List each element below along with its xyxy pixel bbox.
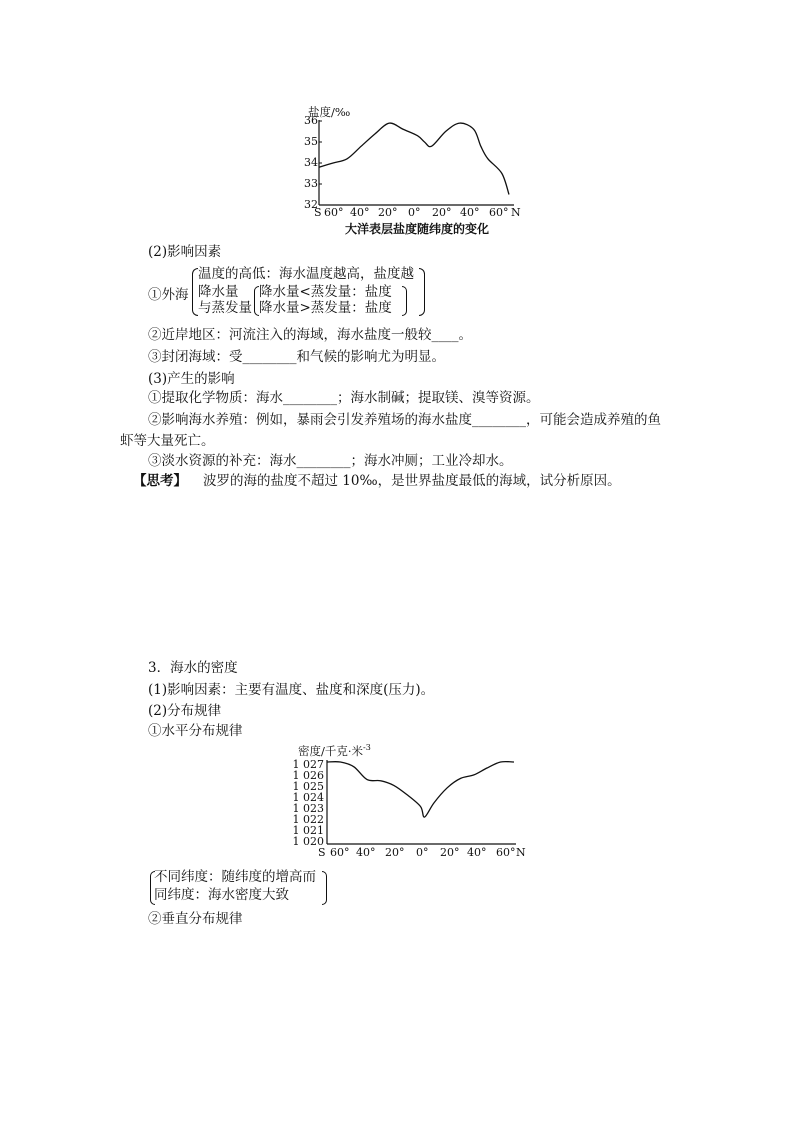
density-xtick: 60° — [496, 846, 516, 859]
density-xtick: 60° — [330, 846, 350, 859]
density-xtick: 40° — [356, 846, 376, 859]
think-tag: 【思考】 — [133, 473, 187, 489]
density-ytick: 1 020 — [292, 835, 324, 848]
salinity-ytick: 35 — [304, 135, 318, 148]
density-ytick: 1 023 — [292, 802, 324, 815]
density-xtick: 20° — [385, 846, 405, 859]
density-factors: (1)影响因素：主要有温度、盐度和深度(压力)。 — [148, 682, 435, 698]
density-distribution: (2)分布规律 — [148, 703, 222, 719]
density-ylabel: 密度/千克·米$^{-3}$ — [298, 743, 371, 758]
salinity-xtick: S — [314, 206, 322, 219]
evap-label: 与蒸发量 — [198, 300, 252, 316]
density-xtick: N — [516, 846, 526, 859]
effects-item-3: ③淡水资源的补充：海水________；海水冲厕；工业冷却水。 — [148, 453, 513, 469]
precip-case-more: 降水量>蒸发量：盐度 — [259, 300, 392, 316]
density-xtick: 0° — [416, 846, 429, 859]
salinity-ytick: 34 — [304, 156, 318, 169]
density-xtick: 40° — [467, 846, 487, 859]
salinity-xtick: N — [511, 206, 521, 219]
density-ytick: 1 025 — [292, 780, 324, 793]
effects-heading: (3)产生的影响 — [148, 371, 235, 387]
salinity-xtick: 20° — [378, 206, 398, 219]
density-heading: 3．海水的密度 — [148, 660, 238, 676]
think-question: 波罗的海的盐度不超过 10‰，是世界盐度最低的海域，试分析原因。 — [203, 473, 621, 489]
salinity-series-line — [319, 123, 509, 194]
density-ytick: 1 024 — [292, 791, 324, 804]
density-plot — [326, 758, 526, 848]
density-ytick: 1 026 — [292, 769, 324, 782]
density-diff-latitude: 不同纬度：随纬度的增高而 — [154, 869, 316, 885]
influence-heading: (2)影响因素 — [148, 244, 222, 260]
enclosed-item: ③封闭海域：受________和气候的影响尤为明显。 — [148, 349, 445, 365]
salinity-xtick: 60° — [324, 206, 344, 219]
density-same-latitude: 同纬度：海水密度大致 — [154, 887, 289, 903]
density-ytick: 1 021 — [292, 824, 324, 837]
density-brace-right — [322, 871, 327, 905]
outer-sea-label: ①外海 — [148, 287, 189, 303]
density-xtick: S — [318, 846, 326, 859]
temperature-factor: 温度的高低：海水温度越高，盐度越 — [198, 266, 414, 282]
salinity-xtick: 40° — [460, 206, 480, 219]
salinity-ytick: 32 — [304, 198, 318, 211]
salinity-plot — [318, 118, 518, 208]
precip-brace-right — [402, 286, 407, 316]
effects-item-2-cont: 虾等大量死亡。 — [120, 433, 215, 449]
salinity-ytick: 36 — [304, 114, 318, 127]
density-horizontal: ①水平分布规律 — [148, 723, 243, 739]
outer-sea-brace-right — [419, 268, 425, 316]
effects-item-2: ②影响海水养殖：例如，暴雨会引发养殖场的海水盐度________，可能会造成养殖的鱼 — [148, 412, 661, 428]
precip-label: 降水量 — [198, 284, 239, 300]
density-ytick: 1 027 — [292, 758, 324, 771]
density-xtick: 20° — [440, 846, 460, 859]
nearshore-item: ②近岸地区：河流注入的海域，海水盐度一般较____。 — [148, 327, 472, 343]
density-vertical: ②垂直分布规律 — [148, 911, 243, 927]
precip-case-less: 降水量<蒸发量：盐度 — [259, 284, 392, 300]
salinity-xtick: 20° — [432, 206, 452, 219]
salinity-caption: 大洋表层盐度随纬度的变化 — [345, 222, 490, 236]
salinity-xtick: 60° — [489, 206, 509, 219]
salinity-xtick: 0° — [408, 206, 421, 219]
salinity-ylabel: 盐度/‰ — [308, 105, 351, 119]
density-ytick: 1 022 — [292, 813, 324, 826]
density-series-line — [327, 762, 514, 818]
salinity-ytick: 33 — [304, 177, 318, 190]
effects-item-1: ①提取化学物质：海水________；海水制碱；提取镁、溴等资源。 — [148, 390, 540, 406]
salinity-xtick: 40° — [350, 206, 370, 219]
